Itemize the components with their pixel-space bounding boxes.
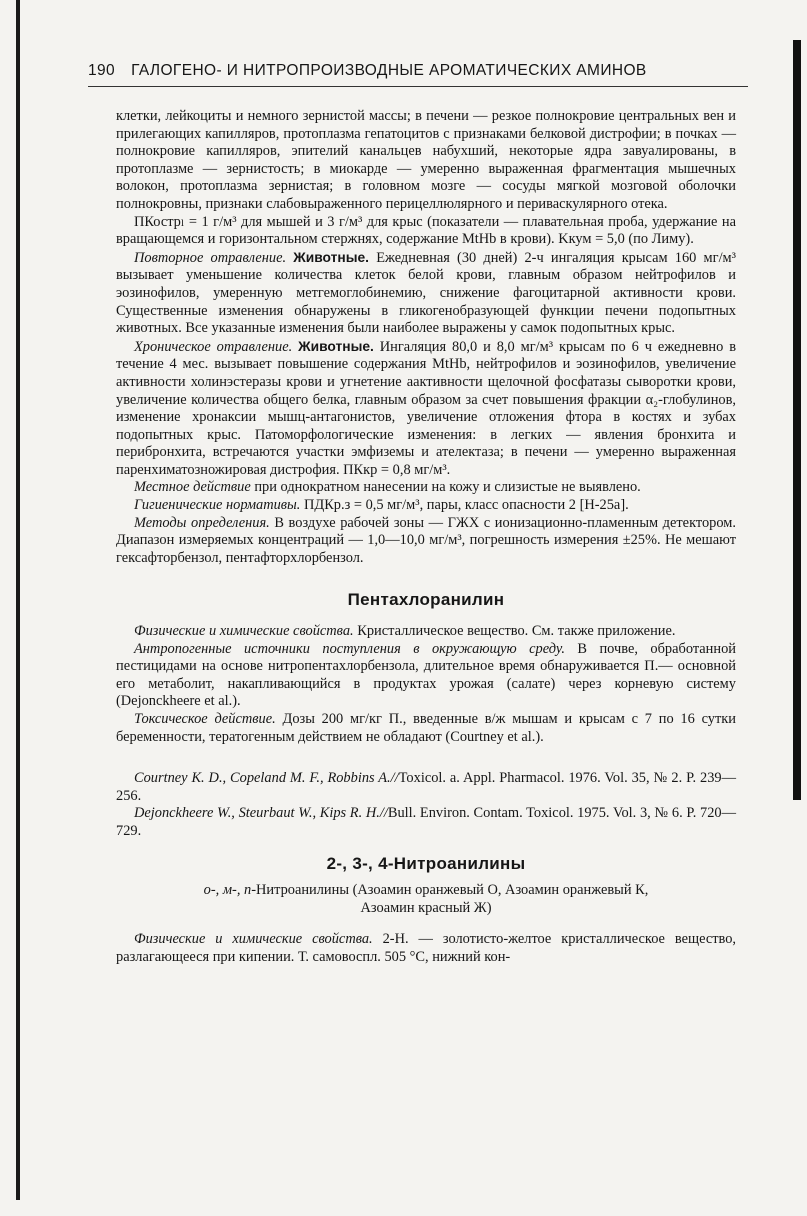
paragraph-lead: Повторное отравление. [134,249,287,266]
running-title: ГАЛОГЕНО- И НИТРОПРОИЗВОДНЫЕ АРОМАТИЧЕСКИХ АМИНОВ [131,62,647,79]
reference-authors: Courtney K. D., Copeland M. F., Robbins A.// [134,770,399,787]
paragraph-lead: Гигиенические нормативы. [134,497,301,514]
paragraph-bold-label: Животные. [298,338,374,354]
reference-entry [116,770,736,805]
page-body [116,108,736,967]
paragraph-lead: Методы определения. [134,514,270,531]
paragraph-text: при однократном нанесении на кожу и слизистые не выявлено. [254,479,641,496]
paragraph-hygienic-norms [116,497,736,515]
paragraph-text: В воздухе рабочей зоны — ГЖХ с ионизационно-пламенным детектором. Диапазон измеряемых концентраций — 1,0—10,0 мг/м³, погрешность измерения ±25%. Не мешают гексафторбензол, пентафторхлорбензол. [116,514,736,566]
reference-authors: Dejonckheere W., Steurbaut W., Kips R. H.// [134,805,388,822]
paragraph-text: Дозы 200 мг/кг П., введенные в/ж мышам и крысам с 7 по 16 сутки беременности, тератогенным действием не обладают (Courtney et al.). [116,711,736,745]
subtitle-prefix: о-, м-, п- [203,882,257,899]
reference-source: Bull. Environ. Contam. Toxicol. 1975. Vol. 3, № 6. P. 720—729. [116,805,737,839]
paragraph-bold-label: Животные. [293,249,369,265]
paragraph-text: 2-Н. — золотисто-желтое кристаллическое вещество, разлагающееся при кипении. Т. самовоспл. 505 °С, нижний кон- [116,931,736,965]
page-number: 190 [88,62,116,79]
paragraph-lead: Токсическое действие. [134,711,276,727]
paragraph-chronic-poisoning [116,338,736,480]
running-header [88,62,748,87]
paragraph-text: В почве, обработанной пестицидами на основе нитропентахлорбензола, длительное время обнаруживается П.— основной его метаболит, накапливающийся в продуктах урожая (салате) через корневую систему (Dejonckheere et al.). [116,640,736,710]
paragraph-lead: Антропогенные источники поступления в окружающую среду. [134,640,565,657]
paragraph-text: Ингаляция 80,0 и 8,0 мг/м³ крысам по 6 ч ежедневно в течение 4 мес. вызывает повышение содержания MtHb, нейтрофилов и эозинофилов, увеличение активности холинэстеразы крови и угнетение аактивности щелочной фосфатазы сыворотки крови, увеличение количества общего белка, главным образом за счет повышения фракции α₂-глобулинов, изменение хронаксии мышц-антагонистов, увеличение отложения фтора в костях и зубах подопытных крыс. Патоморфологические изменения: в легких — явления бронхита и перибронхита, встречаются участки эмфиземы и ателектаза; в печени — умеренно выраженная паренхиматозножировая дистрофия. ПКкр = 0,8 мг/м³. [116,338,736,478]
paragraph-anthropogenic-sources [116,641,736,711]
paragraph-text: Ежедневная (30 дней) 2-ч ингаляция крысам 160 мг/м³ вызывает уменьшение количества клеток белой крови, главным образом нейтрофилов и эозинофилов, умеренную метгемоглобинемию, снижение фагоцитарной активности крови. Существенные изменения обнаружены в гликогенобразующей функции печени подопытных животных. Все указанные изменения были наиболее выражены у самок подопытных крыс. [116,249,736,337]
reference-entry [116,805,736,840]
paragraph-physical-properties [116,623,736,641]
page-edge-shadow [16,0,20,1200]
paragraph-lead: Физические и химические свойства. [134,931,373,948]
subtitle-text: Нитроанилины (Азоамин оранжевый О, Азоамин оранжевый К, [256,882,649,899]
paragraph-toxic-action [116,711,736,746]
paragraph-local-action [116,479,736,497]
section-subtitle [116,882,736,900]
section-subtitle-line2: Азоамин красный Ж) [360,899,492,916]
paragraph-threshold: ПКострₗ = 1 г/м³ для мышей и 3 г/м³ для крыс (показатели — плавательная проба, удержание на вращающемся и горизонтальном стержнях, содержание MtHb в крови). Kкум = 5,0 (по Лиму). [116,213,736,248]
paragraph-pathology: клетки, лейкоциты и немного зернистой массы; в печени — резкое полнокровие центральных вен и прилегающих капилляров, протоплазма гепатоцитов с признаками белковой дистрофии; в почках — полнокровие капилляров, эпителий канальцев набухший, некоторые ядра завуалированы, в протоплазме — зернистость; в миокарде — умеренно выраженная фрагментация мышечных волокон, протоплазма зернистая; в головном мозге — сосуды мягкой мозговой оболочки полнокровны, признаки слабовыраженного перицеллюлярного и периваскулярного отека. [116,108,736,212]
paragraph-text: Кристаллическое вещество. См. также приложение. [357,623,676,640]
section-heading-pentachloroaniline: Пентахлоранилин [347,590,505,610]
paragraph-lead: Хроническое отравление. [134,338,293,355]
section-heading-nitroanilines: 2-, 3-, 4-Нитроанилины [326,853,526,873]
paragraph-text: ПДКр.з = 0,5 мг/м³, пары, класс опасности 2 [Н-25а]. [303,497,629,514]
page-binding-edge [793,40,801,800]
paragraph-lead: Физические и химические свойства. [134,623,354,640]
paragraph-nitroaniline-properties [116,931,736,966]
paragraph-repeated-poisoning [116,249,736,338]
reference-source: Toxicol. a. Appl. Pharmacol. 1976. Vol. 35, № 2. P. 239—256. [116,770,736,804]
paragraph-methods [116,515,736,568]
paragraph-lead: Местное действие [134,479,251,496]
